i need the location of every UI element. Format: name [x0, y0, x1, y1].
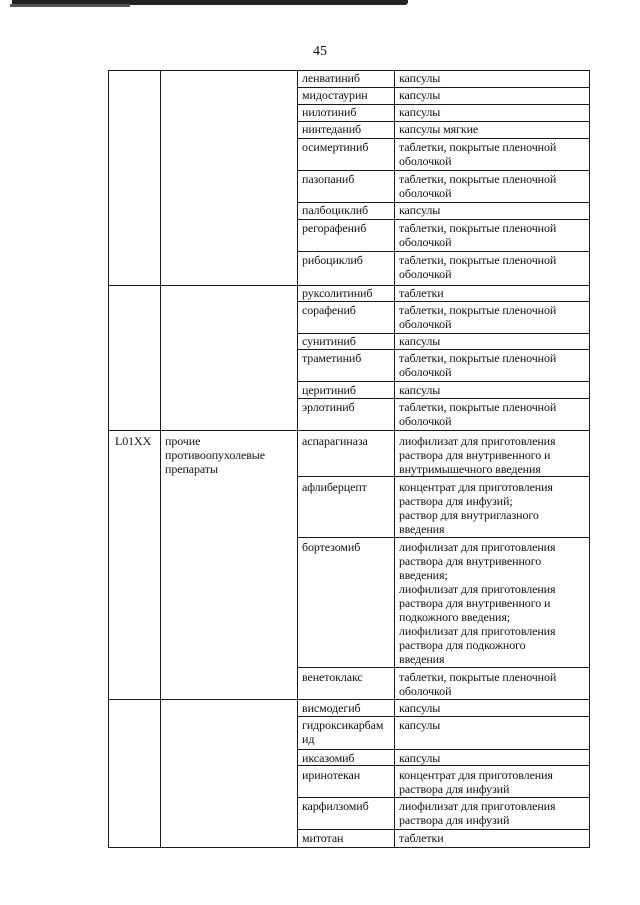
drug-name: карфилзомиб [302, 799, 369, 813]
drug-name: церитиниб [302, 383, 356, 397]
dosage-form: таблетки, покрытые пленочной оболочкой [399, 400, 557, 428]
drug-name: палбоциклиб [302, 203, 369, 217]
dosage-form: капсулы [399, 718, 441, 732]
drug-name: руксолитиниб [302, 286, 373, 300]
dosage-form: капсулы [399, 751, 441, 765]
drug-name: митотан [302, 831, 344, 845]
row-divider [297, 537, 590, 538]
page-number: 45 [313, 44, 327, 59]
drug-name: гидроксикарбам ид [302, 718, 384, 746]
row-divider [297, 667, 590, 668]
drug-name: регорафениб [302, 221, 367, 235]
row-divider [297, 765, 590, 766]
drug-name: осимертиниб [302, 140, 369, 154]
block-divider [108, 430, 590, 431]
drug-name: сорафениб [302, 303, 356, 317]
drug-name: иксазомиб [302, 751, 355, 765]
drug-name: траметиниб [302, 351, 362, 365]
block-divider [108, 699, 590, 700]
drug-name: нинтеданиб [302, 122, 362, 136]
dosage-form: капсулы [399, 334, 441, 348]
row-divider [297, 829, 590, 830]
row-divider [297, 138, 590, 139]
drug-name: сунитиниб [302, 334, 356, 348]
scan-edge-shadow [10, 4, 130, 7]
row-divider [297, 749, 590, 750]
row-divider [297, 381, 590, 382]
dosage-form: таблетки, покрытые пленочной оболочкой [399, 351, 557, 379]
drug-name: мидостаурин [302, 88, 368, 102]
drug-name: ленватиниб [302, 71, 360, 85]
dosage-form: капсулы [399, 203, 441, 217]
drug-name: рибоциклиб [302, 253, 363, 267]
dosage-form: концентрат для приготовления раствора для инфузий [399, 768, 553, 796]
dosage-form: таблетки, покрытые пленочной оболочкой [399, 172, 557, 200]
dosage-form: капсулы [399, 88, 441, 102]
dosage-form: лиофилизат для приготовления раствора для инфузий [399, 799, 556, 827]
dosage-form: концентрат для приготовления раствора для инфузий; раствор для внутриглазного введения [399, 480, 553, 536]
dosage-form: таблетки, покрытые пленочной оболочкой [399, 303, 557, 331]
row-divider [297, 797, 590, 798]
drug-name: иринотекан [302, 768, 361, 782]
drug-name: нилотиниб [302, 105, 357, 119]
row-divider [297, 398, 590, 399]
row-divider [297, 251, 590, 252]
atc-group-name: прочие противоопухолевые препараты [165, 434, 265, 476]
column-divider-group [297, 70, 298, 848]
drug-name: афлиберцепт [302, 480, 367, 494]
row-divider [297, 476, 590, 477]
dosage-form: капсулы [399, 105, 441, 119]
row-divider [297, 349, 590, 350]
drug-name: венетоклакс [302, 670, 363, 684]
dosage-form: таблетки [399, 831, 444, 845]
column-divider-drug [394, 70, 395, 848]
dosage-form: лиофилизат для приготовления раствора для внутривенного введения; лиофилизат для приготовления раствора для внутривенного и подкожного введения; лиофилизат для приготовления раствора для подкожного введения [399, 540, 556, 666]
row-divider [297, 219, 590, 220]
drug-name: аспарагиназа [302, 434, 368, 448]
row-divider [297, 716, 590, 717]
dosage-form: капсулы [399, 71, 441, 85]
dosage-form: таблетки, покрытые пленочной оболочкой [399, 221, 557, 249]
dosage-form: таблетки, покрытые пленочной оболочкой [399, 670, 557, 698]
dosage-form: таблетки [399, 286, 444, 300]
row-divider [297, 301, 590, 302]
dosage-form: капсулы [399, 701, 441, 715]
dosage-form: лиофилизат для приготовления раствора для внутривенного и внутримышечного введения [399, 434, 556, 476]
column-divider-code [160, 70, 161, 848]
atc-code: L01XX [115, 434, 152, 448]
dosage-form: таблетки, покрытые пленочной оболочкой [399, 140, 557, 168]
dosage-form: капсулы мягкие [399, 122, 479, 136]
dosage-form: таблетки, покрытые пленочной оболочкой [399, 253, 557, 281]
drug-name: висмодегиб [302, 701, 361, 715]
dosage-form: капсулы [399, 383, 441, 397]
drug-name: эрлотиниб [302, 400, 355, 414]
row-divider [297, 170, 590, 171]
drug-name: бортезомиб [302, 540, 361, 554]
drug-name: пазопаниб [302, 172, 355, 186]
